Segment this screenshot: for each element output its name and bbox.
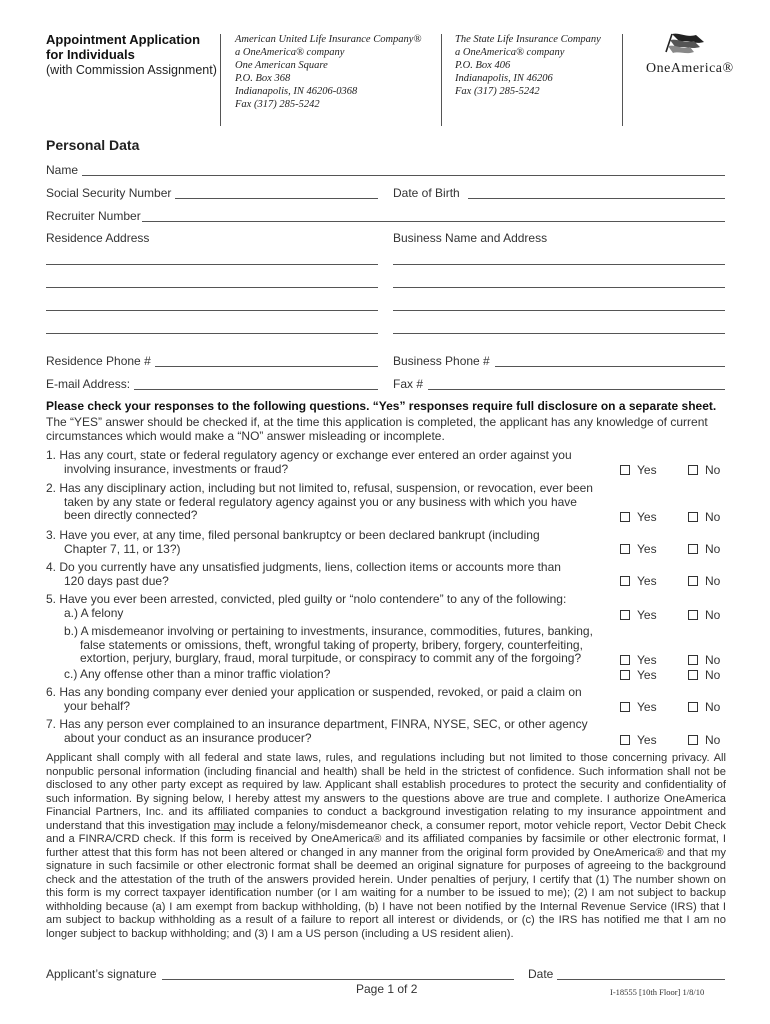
business-address-line[interactable] [393, 264, 725, 265]
fax-label: Fax # [393, 377, 424, 391]
business-address-line[interactable] [393, 287, 725, 288]
yes-label: Yes [637, 463, 657, 477]
email-field[interactable] [134, 389, 378, 390]
checkbox[interactable] [688, 465, 698, 475]
question-text: b.) A misdemeanor involving or pertaining to investments, insurance, commodities, futures, banking, [64, 624, 593, 638]
form-code: I-18555 [10th Floor] 1/8/10 [610, 987, 705, 997]
no-label: No [705, 733, 721, 747]
yes-label: Yes [637, 668, 657, 682]
agreement-may: may [213, 819, 235, 832]
question-text: a.) A felony [64, 605, 124, 620]
dob-field[interactable] [468, 198, 725, 199]
question-text: 4. Do you currently have any unsatisfied judgments, liens, collection items or accounts more than [46, 560, 561, 574]
yes-label: Yes [637, 733, 657, 747]
form-title-line1: Appointment Application [46, 32, 201, 47]
q5a-yes-option[interactable] [620, 608, 657, 622]
question-text: 3. Have you ever, at any time, filed personal bankruptcy or been declared bankrupt (including [46, 528, 540, 542]
applicant-signature-label: Applicant’s signature [46, 967, 157, 981]
q5c-yes-option[interactable] [620, 668, 657, 682]
company1-address [235, 33, 421, 111]
recruiter-field[interactable] [142, 221, 725, 222]
question-text: 5. Have you ever been arrested, convicted, pled guilty or “nolo contendere” to any of the following: [46, 592, 567, 606]
checkbox[interactable] [688, 670, 698, 680]
question-7 [46, 718, 588, 745]
question-text: c.) Any offense other than a minor traffic violation? [64, 667, 331, 681]
question-text: 2. Has any disciplinary action, including but not limited to, refusal, suspension, or revocation, ever been [46, 481, 593, 495]
company1-line: Fax (317) 285-5242 [235, 99, 320, 110]
questions-instruction: Please check your responses to the following questions. “Yes” responses require full disclosure on a separate sheet. [46, 399, 717, 413]
checkbox[interactable] [620, 576, 630, 586]
checkbox[interactable] [620, 544, 630, 554]
checkbox[interactable] [688, 702, 698, 712]
company2-line: Fax (317) 285-5242 [455, 86, 540, 97]
dob-label: Date of Birth [393, 186, 460, 200]
question-text: your behalf? [64, 698, 131, 713]
signature-date-field[interactable] [557, 979, 725, 980]
company1-line: Indianapolis, IN 46206-0368 [235, 86, 358, 97]
yes-label: Yes [637, 653, 657, 667]
agreement-text: Applicant shall comply with all federal and state laws, rules, and regulations including but not limited to those concerning privacy. All nonpublic personal information (including financial and health) shall be held in the strictest of confidence. Such information shall not be disclosed to any other party except as required by law. Applicant shall establish procedures to protect the security and confidentiality of such information. By signing below, I hereby attest my answers to the questions above are true and complete. I authorize OneAmerica Financial Partners, Inc. and its affiliated companies to conduct a background investigation relating to my insurance appointment and understand that this investigation [46, 752, 726, 832]
form-subtitle: (with Commission Assignment) [46, 63, 217, 77]
q1-no-option[interactable] [688, 463, 720, 477]
company1-line: a OneAmerica® company [235, 47, 345, 58]
q3-yes-option[interactable] [620, 542, 657, 556]
q7-no-option[interactable] [688, 733, 720, 747]
checkbox[interactable] [620, 655, 630, 665]
question-text: involving insurance, investments or fraud? [64, 461, 289, 476]
question-6 [46, 686, 582, 713]
name-field[interactable] [82, 175, 725, 176]
question-text: Chapter 7, 11, or 13?) [64, 541, 181, 556]
no-label: No [705, 542, 721, 556]
checkbox[interactable] [688, 576, 698, 586]
residence-phone-label: Residence Phone # [46, 354, 151, 368]
header-divider [622, 34, 623, 126]
checkbox[interactable] [620, 670, 630, 680]
residence-address-line[interactable] [46, 333, 378, 334]
no-label: No [705, 510, 721, 524]
question-text: 1. Has any court, state or federal regulatory agency or exchange ever entered an order against you [46, 448, 572, 462]
residence-address-label: Residence Address [46, 231, 150, 245]
question-text: 120 days past due? [64, 573, 169, 588]
q5a-no-option[interactable] [688, 608, 720, 622]
no-label: No [705, 608, 721, 622]
yes-label: Yes [637, 574, 657, 588]
residence-phone-field[interactable] [155, 366, 378, 367]
q4-no-option[interactable] [688, 574, 720, 588]
q5b-no-option[interactable] [688, 653, 720, 667]
checkbox[interactable] [620, 610, 630, 620]
questions-intro: The “YES” answer should be checked if, at the time this application is completed, the applicant has any knowledge of current circumstances which would make a “NO” answer misleading or incomplete. [46, 415, 708, 443]
q1-yes-option[interactable] [620, 463, 657, 477]
yes-label: Yes [637, 608, 657, 622]
yes-label: Yes [637, 542, 657, 556]
q2-no-option[interactable] [688, 510, 720, 524]
question-2 [46, 482, 593, 523]
q4-yes-option[interactable] [620, 574, 657, 588]
agreement-paragraph [46, 752, 726, 941]
checkbox[interactable] [688, 655, 698, 665]
no-label: No [705, 700, 721, 714]
q7-yes-option[interactable] [620, 733, 657, 747]
checkbox[interactable] [620, 702, 630, 712]
checkbox[interactable] [620, 735, 630, 745]
applicant-signature-field[interactable] [162, 979, 514, 980]
question-1 [46, 449, 572, 476]
no-label: No [705, 463, 721, 477]
q3-no-option[interactable] [688, 542, 720, 556]
checkbox[interactable] [620, 512, 630, 522]
checkbox[interactable] [688, 610, 698, 620]
question-5b [64, 625, 593, 666]
signature-date-label: Date [528, 967, 554, 981]
page-number: Page 1 of 2 [356, 982, 418, 996]
yes-label: Yes [637, 700, 657, 714]
question-4 [46, 561, 561, 588]
company1-line: American United Life Insurance Company® [235, 34, 422, 45]
ssn-field[interactable] [175, 198, 378, 199]
recruiter-label: Recruiter Number [46, 209, 141, 223]
checkbox[interactable] [620, 465, 630, 475]
email-label: E-mail Address: [46, 377, 131, 391]
checkbox[interactable] [688, 512, 698, 522]
flag-logo-icon [660, 30, 710, 60]
no-label: No [705, 574, 721, 588]
question-text: 6. Has any bonding company ever denied your application or suspended, revoked, or paid a claim on [46, 685, 582, 699]
question-text: extortion, perjury, burglary, fraud, moral turpitude, or conspiracy to commit any of the forgoing? [80, 651, 582, 665]
question-text: taken by any state or federal regulatory agency against you or any business with which you have [64, 494, 577, 509]
business-address-line[interactable] [393, 333, 725, 334]
business-phone-field[interactable] [495, 366, 725, 367]
q6-no-option[interactable] [688, 700, 720, 714]
business-address-line[interactable] [393, 310, 725, 311]
q6-yes-option[interactable] [620, 700, 657, 714]
logo-wordmark: OneAmerica® [646, 61, 734, 76]
company1-line: One American Square [235, 60, 328, 71]
residence-address-line[interactable] [46, 264, 378, 265]
company2-line: P.O. Box 406 [455, 60, 511, 71]
residence-address-line[interactable] [46, 287, 378, 288]
q5c-no-option[interactable] [688, 668, 720, 682]
business-phone-label: Business Phone # [393, 354, 490, 368]
header-divider [441, 34, 442, 126]
question-3 [46, 529, 540, 556]
no-label: No [705, 668, 721, 682]
yes-label: Yes [637, 510, 657, 524]
agreement-text: include a felony/misdemeanor check, a consumer report, motor vehicle report, Vector Debit Check and a FINRA/CRD check. If this form is received by OneAmerica® and its affiliated companies by facsimile or other electronic format, I further attest that this form has not been altered or changed in any manner from the original form provided by OneAmerica® and that my signature in such facsimile or other electronic format shall be deemed an original signature for purposes of agreeing to the background check and the attestation of the truth of the answers provided herein. Under penalties of perjury, I certify that (1) The number shown on this form is my correct taxpayer identification number (or I am waiting for a number to be issued to me); (2) I am not subject to backup withholding because (a) I am exempt from backup withholding, (b) I have not been notified by the Internal Revenue Service (IRS) that I am subject to backup withholding as a result of a failure to report all interest or dividends, or (c) the IRS has notified me that I am no longer subject to backup withholding; and (3) I am a US person (including a US resident alien). [46, 819, 727, 940]
question-text: about your conduct as an insurance producer? [64, 730, 312, 745]
ssn-label: Social Security Number [46, 186, 172, 200]
checkbox[interactable] [688, 544, 698, 554]
question-text: false statements or omissions, theft, wrongful taking of property, bribery, forgery, counterfeiting, [80, 637, 583, 652]
company2-line: The State Life Insurance Company [455, 34, 601, 45]
business-address-label: Business Name and Address [393, 231, 548, 245]
checkbox[interactable] [688, 735, 698, 745]
form-title [46, 32, 200, 62]
company1-line: P.O. Box 368 [235, 73, 291, 84]
fax-field[interactable] [428, 389, 725, 390]
company2-line: Indianapolis, IN 46206 [455, 73, 553, 84]
question-text: been directly connected? [64, 508, 198, 522]
section-title-personal-data: Personal Data [46, 137, 140, 153]
question-text: 7. Has any person ever complained to an insurance department, FINRA, NYSE, SEC, or other agency [46, 717, 588, 731]
q5b-yes-option[interactable] [620, 653, 657, 667]
form-title-line2: for Individuals [46, 47, 135, 62]
name-label: Name [46, 163, 79, 177]
question-5 [46, 593, 566, 620]
q2-yes-option[interactable] [620, 510, 657, 524]
residence-address-line[interactable] [46, 310, 378, 311]
header-divider [220, 34, 221, 126]
no-label: No [705, 653, 721, 667]
question-5c [64, 668, 330, 682]
company2-line: a OneAmerica® company [455, 47, 565, 58]
company2-address [455, 33, 601, 98]
